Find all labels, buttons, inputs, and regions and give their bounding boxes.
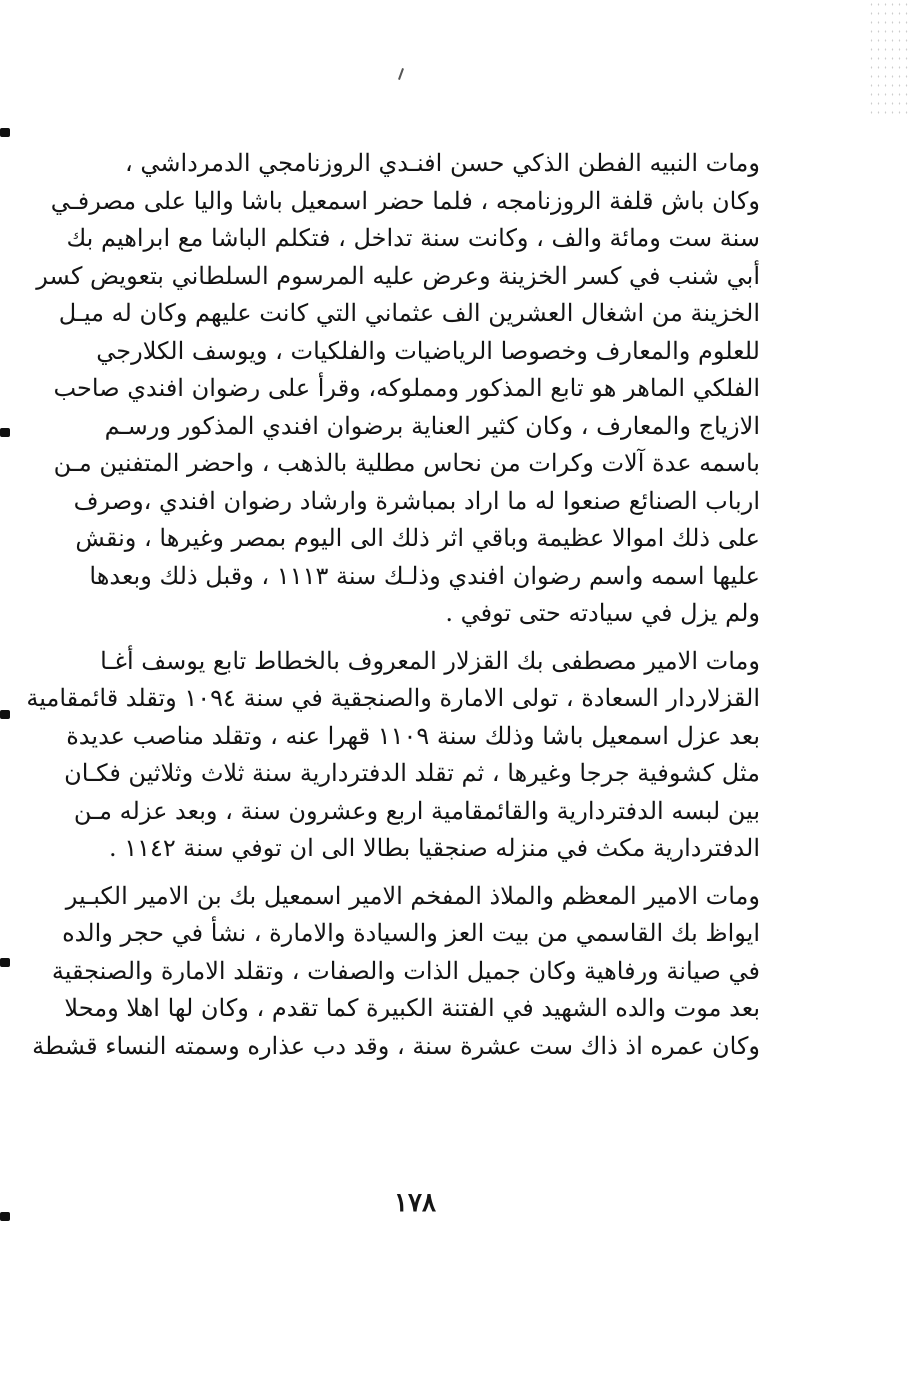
text-line: بعد موت والده الشهيد في الفتنة الكبيرة كما تقدم ، وكان لها اهلا ومحلا bbox=[64, 994, 760, 1022]
text-line: أبي شنب في كسر الخزينة وعرض عليه المرسوم السلطاني بتعويض كسر bbox=[36, 261, 760, 290]
text-line: ومات النبيه الفطن الذكي حسن افنـدي الروزنامجي الدمرداشي ، bbox=[125, 149, 760, 177]
binding-mark bbox=[0, 710, 10, 719]
text-line: الازياج والمعارف ، وكان كثير العناية برضوان افندي المذكور ورسـم bbox=[104, 411, 760, 440]
text-line: ولم يزل في سيادته حتى توفي . bbox=[445, 599, 760, 627]
paragraph-1 bbox=[36, 145, 760, 633]
text-line: ومات الامير مصطفى بك القزلار المعروف بالخطاط تابع يوسف أغـا bbox=[100, 646, 760, 675]
text-line: الدفتردارية مكث في منزله صنجقيا بطالا الى ان توفي سنة ١١٤٢ . bbox=[108, 834, 760, 862]
binding-mark bbox=[0, 958, 10, 967]
text-line: للعلوم والمعارف وخصوصا الرياضيات والفلكيات ، ويوسف الكلارجي bbox=[96, 336, 760, 365]
text-line: ومات الامير المعظم والملاذ المفخم الامير اسمعيل بك بن الامير الكبـير bbox=[65, 881, 760, 910]
scan-noise bbox=[868, 0, 908, 120]
paragraph-3 bbox=[32, 878, 760, 1066]
text-line: وكان باش قلفة الروزنامجه ، فلما حضر اسمعيل باشا واليا على مصرفـي bbox=[50, 186, 760, 215]
text-line: مثل كشوفية جرجا وغيرها ، ثم تقلد الدفتردارية سنة ثلاث وثلاثين فكـان bbox=[64, 759, 760, 787]
text-line: ارباب الصنائع صنعوا له ما اراد بمباشرة وارشاد رضوان افندي ،وصرف bbox=[73, 486, 760, 515]
text-line: الخزينة من اشغال العشرين الف عثماني التي كانت عليهم وكان له ميـل bbox=[58, 299, 760, 327]
text-line: القزلاردار السعادة ، تولى الامارة والصنجقية في سنة ١٠٩٤ وتقلد قائمقامية bbox=[26, 684, 760, 712]
page-number: ١٧٨ bbox=[394, 1188, 436, 1218]
text-line: بين لبسه الدفتردارية والقائمقامية اربع وعشرون سنة ، وبعد عزله مـن bbox=[73, 796, 760, 825]
text-line: على ذلك اموالا عظيمة وباقي اثر ذلك الى اليوم بمصر وغيرها ، ونقش bbox=[75, 524, 760, 552]
text-line: بعد عزل اسمعيل باشا وذلك سنة ١١٠٩ قهرا عنه ، وتقلد مناصب عديدة bbox=[66, 721, 760, 750]
text-line: ايواظ بك القاسمي من بيت العز والسيادة والامارة ، نشأ في حجر والده bbox=[62, 919, 760, 947]
text-line: عليها اسمه واسم رضوان افندي وذلـك سنة ١١١٣ ، وقبل ذلك وبعدها bbox=[89, 561, 760, 590]
binding-mark bbox=[0, 1212, 10, 1221]
text-line: وكان عمره اذ ذاك ست عشرة سنة ، وقد دب عذاره وسمته النساء قشطة bbox=[32, 1031, 760, 1060]
text-line: باسمه عدة آلات وكرات من نحاس مطلية بالذهب ، واحضر المتفنين مـن bbox=[53, 449, 760, 477]
binding-mark bbox=[0, 428, 10, 437]
text-line: سنة ست ومائة والف ، وكانت سنة تداخل ، فتكلم الباشا مع ابراهيم بك bbox=[66, 224, 760, 252]
paragraph-2 bbox=[26, 643, 760, 868]
binding-mark bbox=[0, 128, 10, 137]
body-text bbox=[26, 145, 760, 1065]
text-line: في صيانة ورفاهية وكان جميل الذات والصفات ، وتقلد الامارة والصنجقية bbox=[51, 956, 760, 985]
ink-speck bbox=[398, 68, 404, 80]
text-line: الفلكي الماهر هو تابع المذكور ومملوكه، وقرأ على رضوان افندي صاحب bbox=[53, 374, 760, 402]
